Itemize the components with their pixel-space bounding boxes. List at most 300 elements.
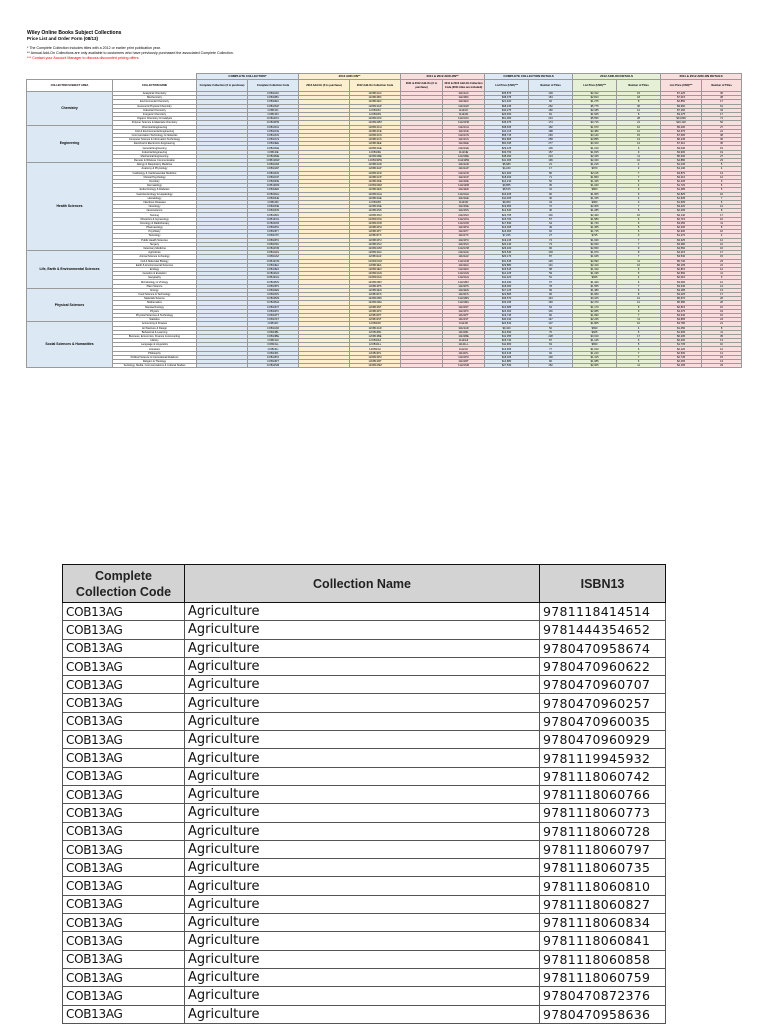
table-cell: 12OB13NU: [350, 213, 401, 217]
table-cell: Genetics & Evolution: [113, 272, 197, 276]
table-cell: Dentistry: [113, 179, 197, 183]
table-cell: Sociology, Media, Communications & Cultural Studies: [113, 364, 197, 368]
isbn-cell: 9781119945932: [540, 749, 666, 767]
table-cell: COB13HI: [248, 339, 299, 343]
table-cell: 12OB13ID: [350, 200, 401, 204]
table-cell: $3,105: [573, 297, 617, 301]
table-cell: $61,060: [485, 117, 529, 121]
table-cell: 11121PO: [443, 355, 485, 359]
table-cell: 12OB13MS: [350, 297, 401, 301]
table-cell: 12OB13PS: [350, 284, 401, 288]
isbn-table: [62, 564, 666, 1024]
table-cell: 12OB13PU: [350, 238, 401, 242]
table-cell: Civil & Environmental Engineering: [113, 129, 197, 133]
table-cell: 11: [617, 364, 661, 368]
table-cell: 64: [529, 221, 573, 225]
table-cell: $1,580: [573, 217, 617, 221]
table-cell: 11121AP: [443, 167, 485, 171]
table-cell: $5,730: [661, 259, 702, 263]
table-cell: 21: [702, 263, 742, 267]
table-cell: 7: [617, 355, 661, 359]
table-cell: $1,420: [573, 280, 617, 284]
table-cell: 21: [529, 163, 573, 167]
table-cell: $1,860: [573, 175, 617, 179]
table-cell: 11121OG: [443, 217, 485, 221]
table-cell: 12OB13MA: [350, 301, 401, 305]
collection-name-cell: Agriculture: [185, 694, 540, 712]
table-cell: Geography: [113, 276, 197, 280]
table-cell: 7: [617, 351, 661, 355]
table-cell: 103: [529, 251, 573, 255]
table-cell: $3,345: [661, 284, 702, 288]
table-cell: $23,540: [485, 251, 529, 255]
table-cell: Behavioral & Learning: [113, 330, 197, 334]
table-cell: $2,470: [573, 301, 617, 305]
table-cell: $2,825: [661, 192, 702, 196]
table-cell: 4: [702, 234, 742, 238]
table-cell: 12OB13IN: [350, 112, 401, 116]
isbn-cell: 9780470960035: [540, 712, 666, 730]
table-cell: $15,740: [485, 339, 529, 343]
table-cell: 26: [702, 301, 742, 305]
subject-area-cell: Social Sciences & Humanities: [27, 322, 113, 368]
table-cell: 12OB13MV: [350, 280, 401, 284]
table-cell: $11,095: [485, 196, 529, 200]
table-cell: Anatomy & Physiology: [113, 167, 197, 171]
table-cell: $20,450: [485, 112, 529, 116]
collection-code-cell: COB13AG: [63, 694, 185, 712]
table-cell: COB13RT: [248, 360, 299, 364]
table-cell: 87: [529, 255, 573, 259]
table-cell: 5: [617, 209, 661, 213]
table-cell: 12OB13ME: [350, 154, 401, 158]
table-cell: $4,375: [661, 129, 702, 133]
table-cell: 17: [617, 334, 661, 338]
table-cell: $1,735: [661, 343, 702, 347]
table-cell: Animal Science & Zoology: [113, 255, 197, 259]
table-cell: 12: [702, 242, 742, 246]
table-cell: Organic Chemistry & Catalysis: [113, 117, 197, 121]
collection-name-cell: Agriculture: [185, 731, 540, 749]
table-cell: Pharmacology: [113, 226, 197, 230]
table-cell: 12OB13PL: [350, 351, 401, 355]
table-cell: 17: [702, 293, 742, 297]
table-cell: $2,265: [661, 360, 702, 364]
table-cell: $3,480: [661, 242, 702, 246]
table-cell: Veterinary Medicine: [113, 246, 197, 250]
table-cell: Dermatology: [113, 184, 197, 188]
table-cell: $22,865: [485, 293, 529, 297]
table-cell: Neuroscience: [113, 209, 197, 213]
table-cell: 139: [529, 92, 573, 96]
table-cell: $2,815: [661, 267, 702, 271]
table-cell: 12OB13TX: [350, 234, 401, 238]
table-cell: 19: [702, 309, 742, 313]
table-cell: $2,930: [661, 230, 702, 234]
collection-code-cell: COB13AG: [63, 749, 185, 767]
table-cell: 7: [617, 175, 661, 179]
table-cell: COB13EO: [248, 267, 299, 271]
table-cell: 11121DE: [443, 179, 485, 183]
table-cell: 174: [529, 121, 573, 125]
table-cell: $2,005: [573, 364, 617, 368]
table-cell: 11121AR: [443, 163, 485, 167]
table-cell: $1,315: [573, 355, 617, 359]
table-cell: 15: [617, 133, 661, 137]
collection-code-cell: COB13AG: [63, 785, 185, 803]
table-cell: 15: [617, 92, 661, 96]
collection-code-cell: COB13AG: [63, 603, 185, 621]
table-cell: 7: [617, 238, 661, 242]
table-cell: $2,530: [661, 351, 702, 355]
table-cell: 12OB13BE: [350, 334, 401, 338]
table-cell: 11121IC: [443, 108, 485, 112]
table-cell: $14,880: [485, 360, 529, 364]
table-cell: Physical Sciences & Technology: [113, 313, 197, 317]
table-cell: 11121NS: [443, 209, 485, 213]
collection-name-cell: Agriculture: [185, 603, 540, 621]
table-cell: 6: [702, 200, 742, 204]
table-cell: 224: [529, 154, 573, 158]
table-cell: 11121PS: [443, 284, 485, 288]
table-cell: 21: [702, 322, 742, 326]
table-cell: 12OB13AD: [350, 326, 401, 330]
table-cell: 15: [702, 255, 742, 259]
table-cell: 5: [617, 179, 661, 183]
table-cell: 13: [702, 288, 742, 292]
table-cell: 16: [702, 246, 742, 250]
table-cell: $1,690: [573, 313, 617, 317]
table-cell: 8: [617, 293, 661, 297]
table-cell: 12OB13PT: [350, 313, 401, 317]
collection-name-cell: Agriculture: [185, 749, 540, 767]
table-cell: COB13OR: [248, 221, 299, 225]
table-cell: Psychiatry: [113, 230, 197, 234]
table-cell: 12: [702, 205, 742, 209]
table-cell: 11121CD: [443, 171, 485, 175]
table-cell: $2,345: [573, 154, 617, 158]
subject-area-cell: Health Sciences: [27, 163, 113, 251]
table-cell: 12OB13GH: [350, 192, 401, 196]
table-cell: 196: [529, 159, 573, 163]
table-cell: 17: [702, 112, 742, 116]
table-cell: 11121PT: [443, 313, 485, 317]
document-subtitle: Price List and Order Form (08/13): [27, 36, 99, 41]
table-cell: Religion & Theology: [113, 360, 197, 364]
collection-code-cell: COB13AG: [63, 859, 185, 877]
table-cell: $1,355: [573, 226, 617, 230]
price-list-table: [26, 73, 742, 368]
table-cell: $41,115: [485, 129, 529, 133]
table-cell: $1,275: [573, 100, 617, 104]
table-cell: 11121SM: [443, 364, 485, 368]
table-cell: $1,085: [573, 360, 617, 364]
purchase-checkbox-cell[interactable]: [401, 364, 443, 368]
table-cell: 11121BE: [443, 334, 485, 338]
table-cell: $690: [573, 326, 617, 330]
table-cell: COB13RW: [248, 159, 299, 163]
table-cell: 12OB13PH: [350, 226, 401, 230]
collection-code-cell: COB13AG: [63, 932, 185, 950]
table-cell: COB13ID: [248, 200, 299, 204]
column-header: Complete Collection Code: [248, 80, 299, 92]
table-cell: 81: [529, 112, 573, 116]
table-cell: Allergy & Respiratory Medicine: [113, 163, 197, 167]
table-cell: 57: [529, 217, 573, 221]
table-cell: $3,050: [661, 221, 702, 225]
table-cell: $1,270: [661, 234, 702, 238]
table-cell: $1,140: [661, 167, 702, 171]
table-cell: $1,740: [573, 221, 617, 225]
table-cell: 11121BC: [443, 96, 485, 100]
table-cell: Chemical Engineering: [113, 125, 197, 129]
table-cell: 9: [617, 246, 661, 250]
table-cell: Biochemistry: [113, 96, 197, 100]
table-cell: $11,380: [485, 343, 529, 347]
table-cell: 293: [529, 133, 573, 137]
table-cell: 11121GN: [443, 272, 485, 276]
table-cell: 11121ME: [443, 154, 485, 158]
table-cell: $12,640: [485, 209, 529, 213]
table-cell: 3: [617, 200, 661, 204]
purchase-checkbox-cell[interactable]: [197, 364, 248, 368]
table-cell: 12OB13PC: [350, 309, 401, 313]
table-cell: COB13CN: [248, 133, 299, 137]
isbn-row: [63, 603, 666, 621]
table-cell: 11121AD: [443, 326, 485, 330]
table-cell: $35,875: [485, 92, 529, 96]
column-header: Collection Name: [185, 565, 540, 603]
table-cell: 36: [617, 104, 661, 108]
table-cell: 11121LI: [443, 347, 485, 351]
table-cell: 10: [617, 213, 661, 217]
table-cell: 10: [617, 159, 661, 163]
table-cell: Communication Technology & Networks: [113, 133, 197, 137]
table-cell: 11121AZ: [443, 255, 485, 259]
table-cell: $2,690: [573, 259, 617, 263]
table-cell: 17: [702, 251, 742, 255]
table-cell: General Engineering: [113, 146, 197, 150]
table-cell: 12OB13AR: [350, 163, 401, 167]
table-cell: 52: [529, 326, 573, 330]
table-cell: $3,010: [573, 334, 617, 338]
table-cell: 11121RT: [443, 360, 485, 364]
table-cell: 121: [529, 263, 573, 267]
collection-name-cell: Agriculture: [185, 895, 540, 913]
table-cell: 12OB13FI: [350, 322, 401, 326]
table-cell: 12OB13CM: [350, 259, 401, 263]
column-header: 2012 Add-On Collection Code: [350, 80, 401, 92]
table-cell: 30: [702, 138, 742, 142]
table-cell: 10: [617, 125, 661, 129]
collection-code-cell: COB13AG: [63, 877, 185, 895]
table-cell: Industrial Chemistry: [113, 108, 197, 112]
table-cell: 12OB13ST: [350, 318, 401, 322]
table-cell: Remote & Wireless Communication: [113, 159, 197, 163]
table-cell: 5: [617, 305, 661, 309]
table-cell: 11: [702, 272, 742, 276]
table-cell: 12OB13AG: [350, 251, 401, 255]
column-header: Number of Titles: [617, 80, 661, 92]
column-header: Number of Titles: [702, 80, 742, 92]
table-cell: $8,515: [485, 188, 529, 192]
table-cell: 12OB13OC: [350, 117, 401, 121]
table-cell: $5,380: [661, 301, 702, 305]
table-cell: $2,030: [573, 242, 617, 246]
table-cell: $29,125: [485, 146, 529, 150]
table-cell: 6: [617, 192, 661, 196]
table-cell: $11,220: [485, 276, 529, 280]
table-cell: COB13ST: [248, 318, 299, 322]
table-cell: 7: [702, 196, 742, 200]
table-cell: 12OB13NE: [350, 205, 401, 209]
table-cell: $2,185: [573, 108, 617, 112]
table-cell: COB13AG: [248, 251, 299, 255]
isbn-cell: 9781118060728: [540, 822, 666, 840]
table-cell: $16,615: [485, 351, 529, 355]
table-cell: $960: [573, 200, 617, 204]
collection-name-cell: Agriculture: [185, 987, 540, 1005]
table-cell: $5,680: [485, 163, 529, 167]
collection-code-cell: COB13AG: [63, 621, 185, 639]
table-cell: 87: [529, 339, 573, 343]
table-cell: $7,695: [661, 133, 702, 137]
table-cell: 72: [529, 205, 573, 209]
table-cell: $1,425: [573, 179, 617, 183]
table-cell: $1,805: [573, 322, 617, 326]
table-cell: 12OB13CD: [350, 171, 401, 175]
table-cell: 11: [617, 259, 661, 263]
table-cell: $1,170: [573, 305, 617, 309]
table-cell: Literature: [113, 347, 197, 351]
table-cell: 68: [529, 267, 573, 271]
group-header: 2012 ADD-ON**: [299, 74, 401, 80]
table-cell: $1,195: [573, 272, 617, 276]
table-cell: $13,685: [485, 305, 529, 309]
collection-name-cell: Agriculture: [185, 914, 540, 932]
purchase-checkbox-cell[interactable]: [299, 364, 350, 368]
table-cell: 147: [529, 318, 573, 322]
table-cell: COB13CS: [248, 138, 299, 142]
collection-name-cell: Agriculture: [185, 932, 540, 950]
table-cell: COB13GN: [248, 272, 299, 276]
table-cell: 13: [702, 339, 742, 343]
table-cell: COB13MV: [248, 280, 299, 284]
table-cell: 12OB13GN: [350, 272, 401, 276]
table-cell: COB13NT: [248, 305, 299, 309]
table-cell: 12OB13PO: [350, 355, 401, 359]
table-cell: Mathematics: [113, 301, 197, 305]
table-cell: $745: [573, 234, 617, 238]
table-cell: $2,115: [573, 171, 617, 175]
table-cell: $12,690: [485, 330, 529, 334]
collection-name-cell: Agriculture: [185, 950, 540, 968]
table-cell: 152: [529, 364, 573, 368]
table-cell: 23: [702, 364, 742, 368]
table-cell: 21: [617, 121, 661, 125]
table-cell: COB13AD: [248, 326, 299, 330]
table-cell: 11121EA: [443, 263, 485, 267]
table-cell: $48,390: [485, 154, 529, 158]
table-cell: $2,480: [573, 129, 617, 133]
table-cell: $3,100: [573, 142, 617, 146]
table-cell: Plant Science: [113, 284, 197, 288]
table-cell: $6,245: [661, 138, 702, 142]
table-cell: 11121CN: [443, 133, 485, 137]
table-cell: $5,195: [661, 263, 702, 267]
table-cell: 100: [529, 355, 573, 359]
table-cell: $4,560: [661, 246, 702, 250]
isbn-row: [63, 914, 666, 932]
table-cell: $5,400: [661, 125, 702, 129]
table-cell: 15: [702, 146, 742, 150]
table-cell: $18,400: [485, 175, 529, 179]
table-cell: $1,715: [573, 230, 617, 234]
table-cell: COB13FS: [248, 293, 299, 297]
table-cell: 38: [702, 133, 742, 137]
isbn-row: [63, 767, 666, 785]
isbn-row: [63, 895, 666, 913]
table-cell: Oncology & Radiotherapy: [113, 221, 197, 225]
table-cell: COB13NU: [248, 213, 299, 217]
table-cell: 4: [617, 163, 661, 167]
footnote-contact: *** Contact your Account Manager to discuss discounted pricing offers.: [27, 56, 140, 60]
table-cell: $1,960: [573, 293, 617, 297]
table-cell: $60,035: [485, 142, 529, 146]
column-header-row: [27, 80, 742, 92]
table-cell: $925: [573, 276, 617, 280]
table-cell: $6,295: [661, 334, 702, 338]
table-cell: 12OB13GP: [350, 104, 401, 108]
table-cell: 67: [529, 280, 573, 284]
table-cell: Computer Science & Information Technology: [113, 138, 197, 142]
table-cell: 8: [617, 251, 661, 255]
table-cell: 12OB13SU: [350, 242, 401, 246]
table-cell: Infectious Diseases: [113, 200, 197, 204]
table-cell: 12OB13DE: [350, 179, 401, 183]
footnote: * The Complete Collection includes titles with a 2012 or earlier print publication year.: [27, 46, 161, 50]
column-header: List Price (USD)***: [485, 80, 529, 92]
table-cell: Surgery: [113, 242, 197, 246]
collection-code-cell: COB13AG: [63, 731, 185, 749]
table-cell: 12OB13AC: [350, 92, 401, 96]
table-cell: COB13CE: [248, 129, 299, 133]
table-cell: $2,855: [573, 138, 617, 142]
table-cell: Philosophy: [113, 351, 197, 355]
table-cell: 5: [617, 272, 661, 276]
table-cell: $16,960: [485, 230, 529, 234]
table-cell: 12: [617, 108, 661, 112]
table-cell: 10: [702, 305, 742, 309]
group-header: 2012 ADD-ON DETAILS: [573, 74, 661, 80]
table-cell: $16,940: [485, 280, 529, 284]
table-cell: 11121GE: [443, 146, 485, 150]
table-cell: $16,405: [485, 192, 529, 196]
table-cell: 7: [617, 171, 661, 175]
table-cell: 11121AC: [443, 92, 485, 96]
table-cell: 5: [617, 343, 661, 347]
table-cell: 6: [617, 221, 661, 225]
table-cell: Mechanical Engineering: [113, 154, 197, 158]
table-cell: 11121VM: [443, 246, 485, 250]
table-cell: 34: [529, 200, 573, 204]
table-cell: COB13LI: [248, 347, 299, 351]
table-cell: COB13TX: [248, 234, 299, 238]
table-cell: $830: [573, 343, 617, 347]
table-cell: 6: [617, 288, 661, 292]
table-cell: COB13AR: [248, 163, 299, 167]
column-header: Complete Collection Code: [63, 565, 185, 603]
